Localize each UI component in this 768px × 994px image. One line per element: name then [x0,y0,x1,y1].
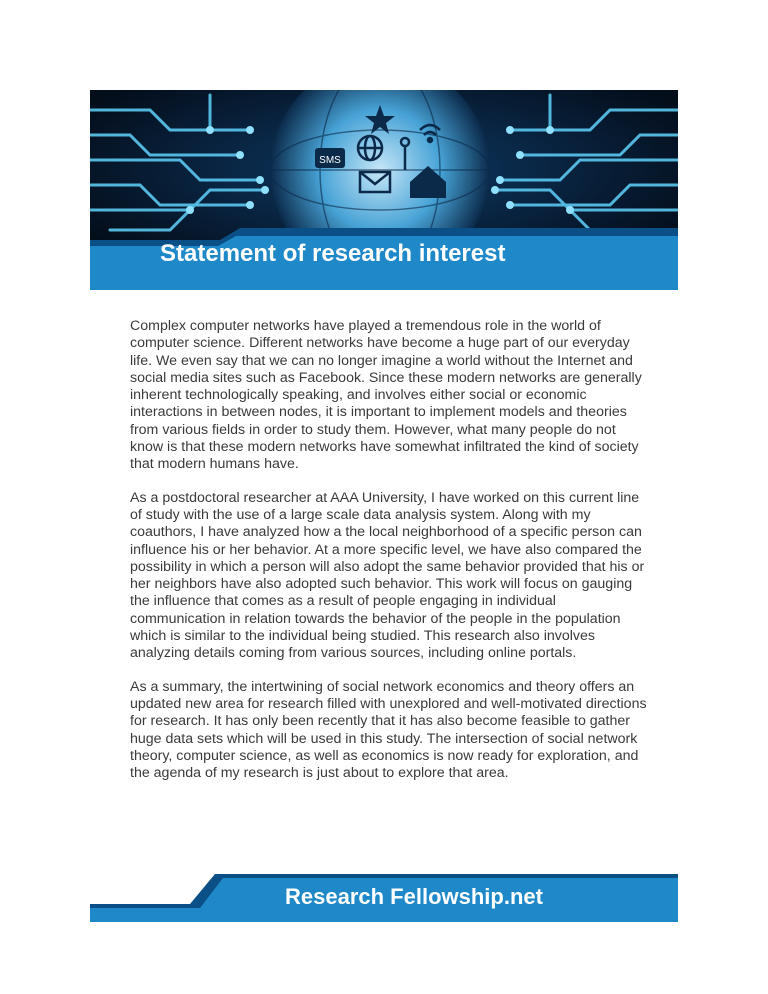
paragraph-1: Complex computer networks have played a tremendous role in the world of computer science. Different networks have become a huge part of our everyday life. We even say that we can no longer imagine a world without the Internet and social media sites such as Facebook. Since these modern networks are generally inherent technologically speaking, and involves either social or economic interactions in between nodes, it is important to implement models and theories from various fields in order to study them. However, what many people do not know is that these modern networks have somewhat infiltrated the kind of society that modern humans have. [130,318,642,473]
paragraph-2: As a postdoctoral researcher at AAA University, I have worked on this current line of study with the use of a large scale data analysis system. Along with my coauthors, I have analyzed how a the local neighborhood of a specific person can influence his or her behavior. At a more specific level, we have also compared the possibility in which a person will also adopt the same behavior provided that his or her neighbors have also adopted such behavior. This work will focus on gauging the influence that comes as a result of people engaging in individual communication in relation towards the behavior of the people in the population which is similar to the individual being studied. This research also involves analyzing details coming from various sources, including online portals. [130,489,645,662]
sms-icon [315,148,345,168]
footer-banner [90,874,678,922]
svg-text:SMS: SMS [319,155,341,166]
page-title: Statement of research interest [160,240,506,267]
header-banner [90,90,678,290]
paragraph-3: As a summary, the intertwining of social network economics and theory offers an updated new area for research filled with unexplored and well-motivated directions for research. It has only been recently that it has also become feasible to gather huge data sets which will be used in this study. The intersection of social network theory, computer science, as well as economics is now ready for exploration, and the agenda of my research is just about to explore that area. [130,678,647,782]
footer-brand[interactable]: Research Fellowship.net [285,884,543,909]
body-content [130,318,650,798]
document-page [90,90,678,922]
